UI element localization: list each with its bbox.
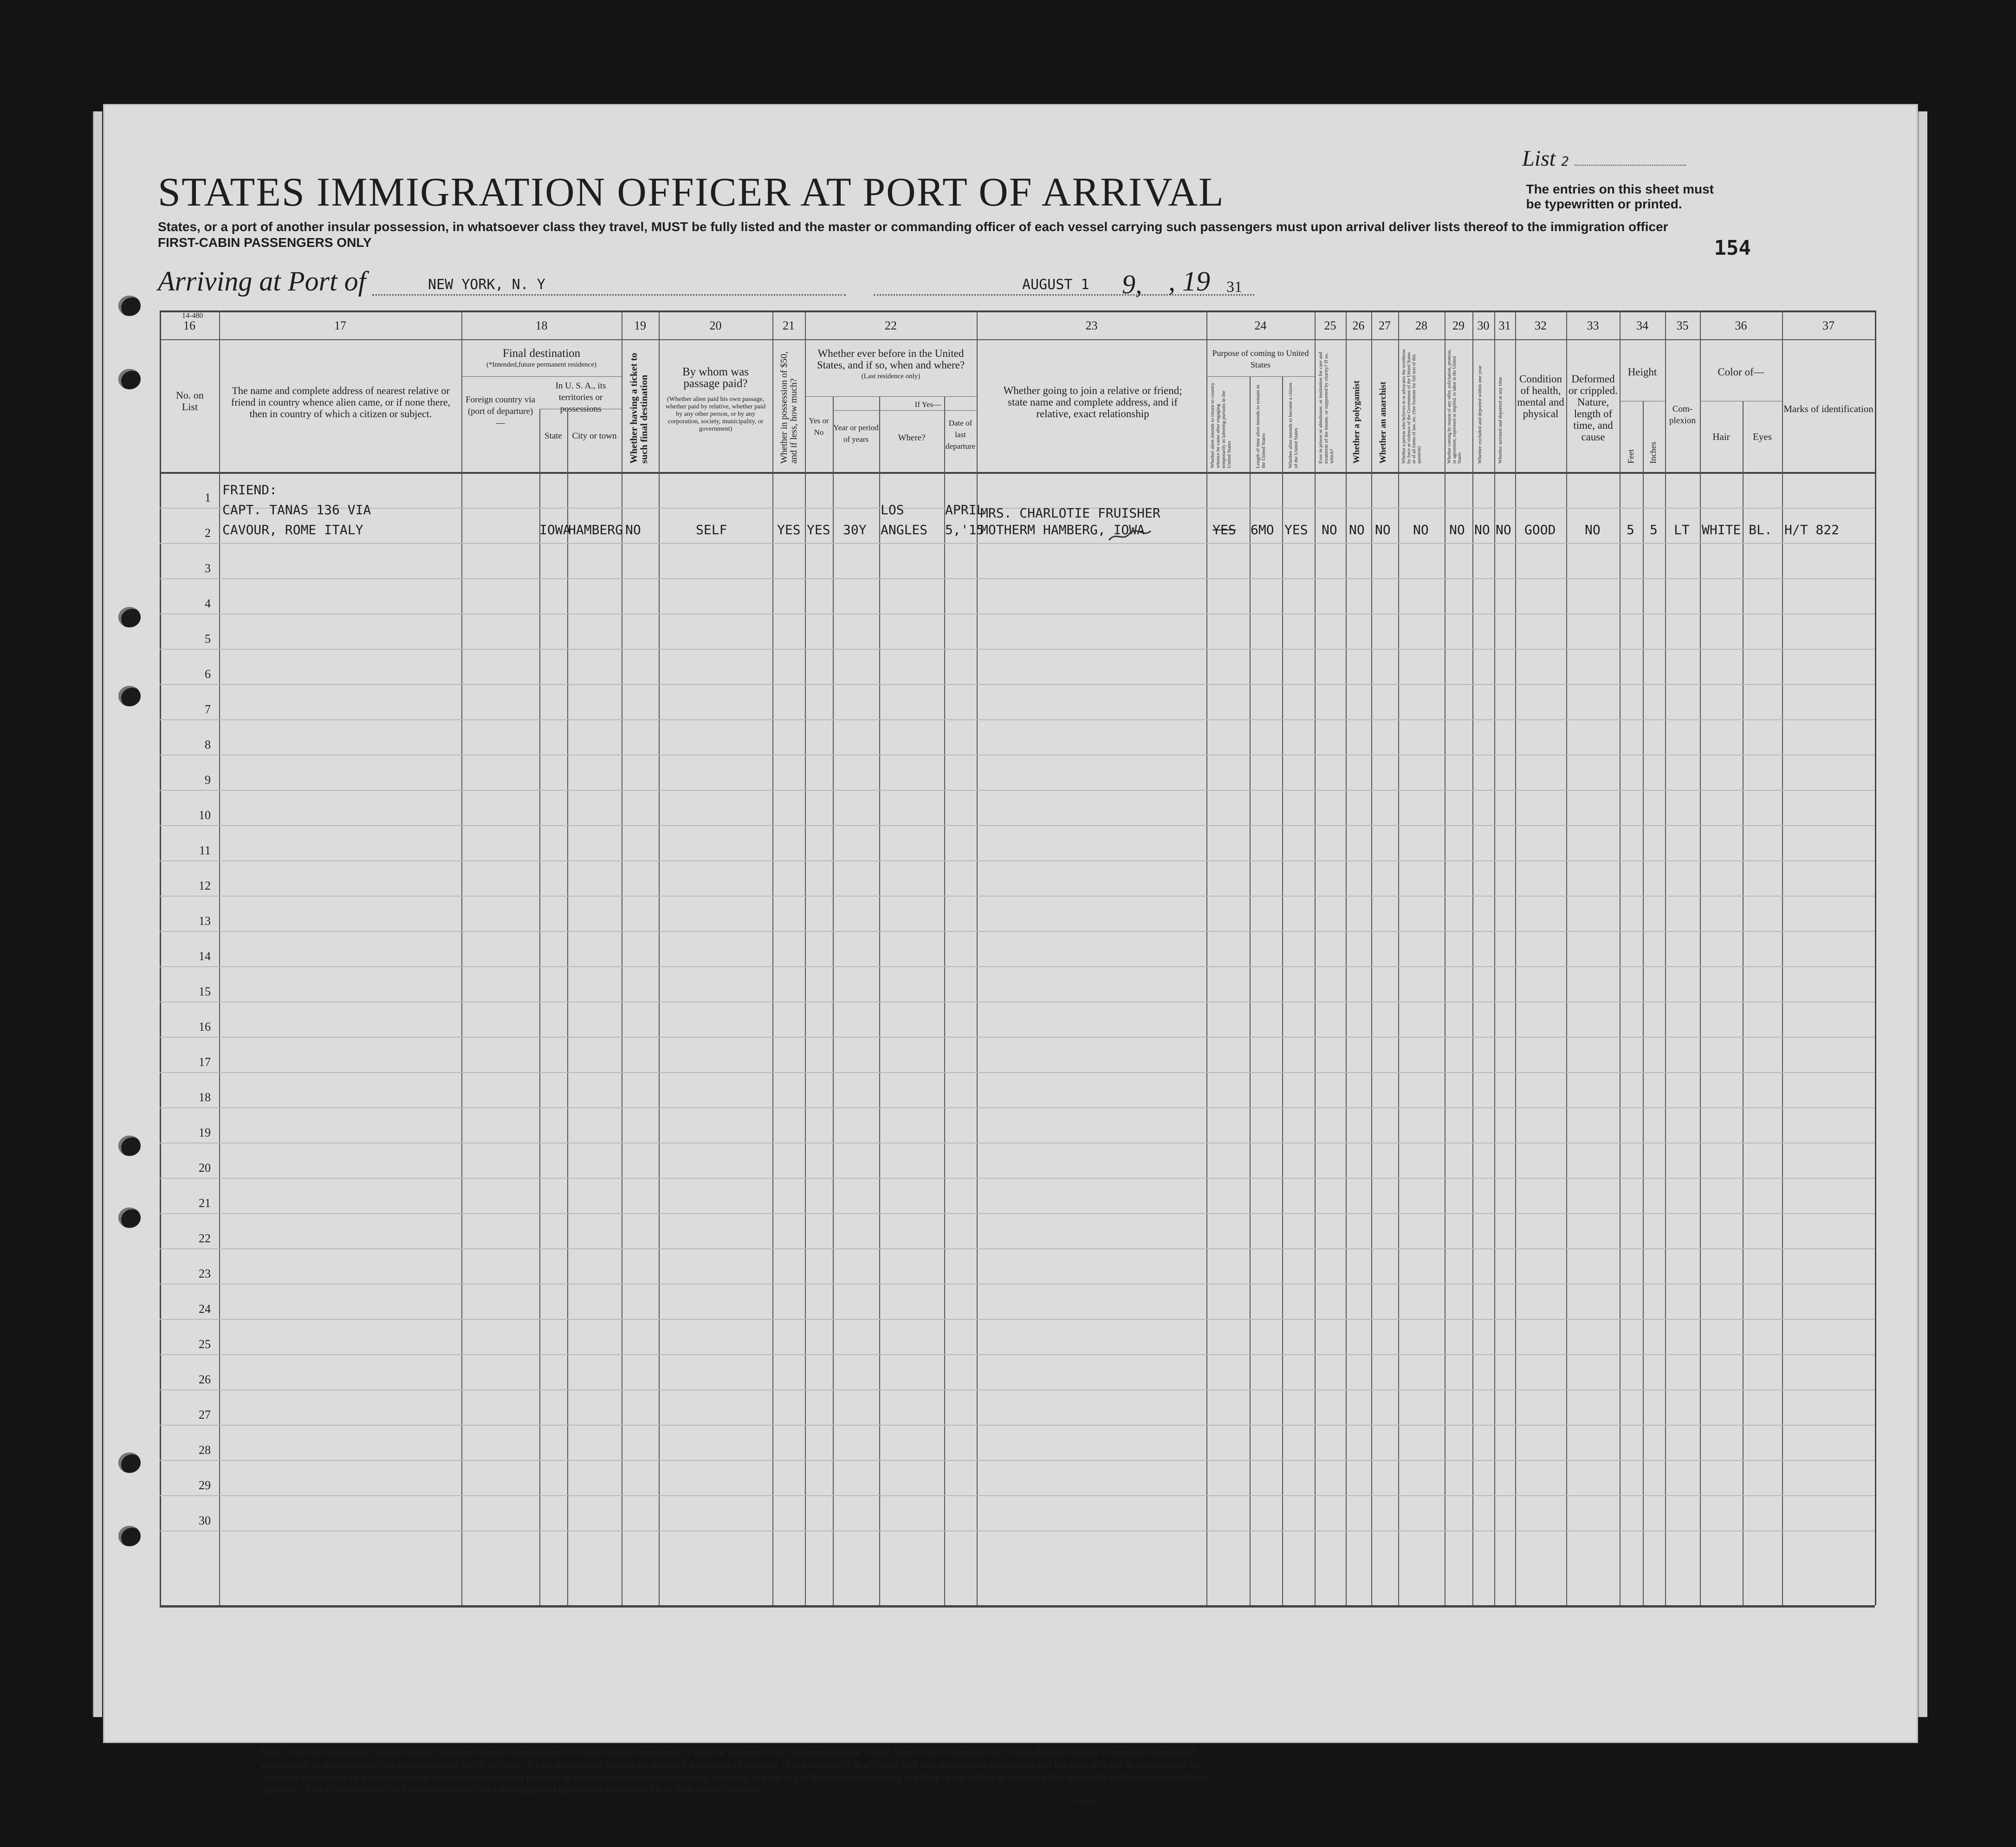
- row-number: 16: [199, 1020, 211, 1033]
- entry-before-date-1: APRIL: [945, 502, 985, 517]
- hdr-deformed: Deformed or crippled. Nature, length of time, and cause: [1568, 373, 1618, 443]
- row-rule: [160, 896, 1875, 897]
- hdr-passage-title: By whom was passage paid?: [682, 366, 749, 390]
- entry-before-where-2: ANGLES: [881, 522, 928, 537]
- col-num-32: 32: [1535, 319, 1547, 332]
- row-number: 26: [199, 1373, 211, 1386]
- typewritten-note-line-2: be typewritten or printed.: [1526, 197, 1682, 211]
- binder-hole: [118, 686, 141, 706]
- entry-hair-eyes: WHITE BL.: [1702, 522, 1772, 537]
- entry-fifty: YES: [777, 522, 801, 537]
- binder-hole: [118, 607, 141, 627]
- row-rule: [160, 543, 1875, 544]
- page-stack-edge-right: [1918, 111, 1927, 1717]
- hdr-eyes: Eyes: [1753, 431, 1772, 442]
- col-num-21: 21: [783, 319, 795, 332]
- hdr-where: Where?: [898, 433, 926, 443]
- hdr-height: Height: [1627, 366, 1657, 378]
- hdr-feet: Feet: [1626, 449, 1635, 464]
- row-number: 2: [205, 526, 211, 540]
- hdr-q28: Whether a person who believes in or advocates the overthrow by force or violence of the Government of the United States or of all forms of law, etc. (See footnote for full text of this question): [1401, 349, 1422, 464]
- entry-feet: 5: [1627, 522, 1634, 537]
- row-number: 28: [199, 1443, 211, 1457]
- col-num-25: 25: [1324, 319, 1336, 332]
- row-number: 4: [205, 597, 211, 610]
- year-prefix: , 19: [1168, 266, 1210, 297]
- col-num-19: 19: [634, 319, 646, 332]
- top-form-number: 14-480: [182, 312, 203, 320]
- row-number: 12: [199, 879, 211, 892]
- hdr-final-destination: [461, 348, 622, 371]
- row-rule: [160, 1389, 1875, 1390]
- row-rule: [160, 1213, 1875, 1214]
- entry-relative-line-2: CAVOUR, ROME ITALY: [222, 522, 363, 537]
- hdr-purpose-length: Length of time alien intends to remain in the United States: [1255, 385, 1266, 468]
- form-title: STATES IMMIGRATION OFFICER AT PORT OF ARRIVAL: [158, 170, 1225, 215]
- entry-anarchist: NO: [1375, 522, 1391, 537]
- row-number: 25: [199, 1337, 211, 1351]
- entry-q30: NO: [1474, 522, 1490, 537]
- entry-city: HAMBERG: [568, 522, 623, 537]
- row-rule: [160, 684, 1875, 685]
- subtitle-line-2: FIRST-CABIN PASSENGERS ONLY: [158, 235, 372, 250]
- hdr-city: City or town: [572, 431, 617, 441]
- arriving-line: [158, 265, 366, 297]
- row-rule: [160, 1001, 1875, 1002]
- binder-hole: [118, 296, 141, 316]
- hdr-passage: [663, 366, 768, 433]
- entry-citizen: YES: [1284, 522, 1308, 537]
- row-number: 21: [199, 1196, 211, 1210]
- row-rule: [160, 1248, 1875, 1249]
- hdr-hair: Hair: [1712, 431, 1730, 442]
- row-number: 29: [199, 1479, 211, 1492]
- hdr-before-us: [807, 348, 974, 382]
- row-rule: [160, 1319, 1875, 1320]
- entry-complexion: LT: [1674, 522, 1690, 537]
- hdr-fifty-dollars: Whether in possession of $50, and if less, how much?: [779, 351, 799, 464]
- row-number: 9: [205, 773, 211, 787]
- col-num-30: 30: [1477, 319, 1490, 332]
- entry-relative-line-0: FRIEND:: [222, 482, 278, 497]
- manifest-sheet: [103, 104, 1918, 1806]
- col-num-29: 29: [1452, 319, 1465, 332]
- row-rule: [160, 578, 1875, 579]
- hdr-anarchist: Whether an anarchist: [1378, 381, 1388, 464]
- hdr-purpose-return: Whether alien intends to return to country whence he came after engaging temporarily in laboring pursuits in the United States: [1210, 382, 1232, 468]
- list-label: List: [1522, 146, 1556, 171]
- row-rule: [160, 790, 1875, 791]
- hdr-purpose-citizen: Whether alien intends to become a citizen of the United States: [1288, 382, 1299, 468]
- binder-hole: [118, 1208, 141, 1228]
- hdr-yes-no: Yes or No: [809, 416, 829, 437]
- row-number: 24: [199, 1302, 211, 1316]
- row-rule: [160, 966, 1875, 967]
- col-num-20: 20: [709, 319, 722, 332]
- hdr-before-us-sub: (Last residence only): [861, 373, 920, 380]
- hdr-q30: Whether excluded and deported within one year: [1477, 365, 1483, 464]
- port-value: NEW YORK, N. Y: [428, 277, 545, 293]
- hdr-health: Condition of health, mental and physical: [1517, 373, 1564, 420]
- row-rule: [160, 1354, 1875, 1355]
- row-number: 3: [205, 562, 211, 575]
- row-rule: [160, 1425, 1875, 1426]
- hdr-before-us-title: Whether ever before in the United States, and if so, when and where?: [817, 348, 965, 371]
- entry-q31: NO: [1496, 522, 1511, 537]
- row-number: 11: [199, 844, 211, 857]
- row-number: 10: [199, 808, 211, 822]
- hdr-state: State: [545, 431, 562, 441]
- col-num-28: 28: [1415, 319, 1427, 332]
- row-number: 7: [205, 703, 211, 716]
- page-number: 154: [1714, 236, 1751, 260]
- col-num-16: 16: [183, 319, 195, 332]
- entry-paid-by: SELF: [696, 522, 727, 537]
- hdr-prison: Ever in prison or almshouse, or institution for care and treatment of the insane, or supported by charity? If so, which?: [1318, 352, 1335, 464]
- row-rule: [160, 1460, 1875, 1461]
- manifest-table: [160, 310, 1875, 1605]
- row-number: 8: [205, 738, 211, 751]
- row-number: 13: [199, 914, 211, 928]
- hdr-years: Year or period of years: [833, 423, 879, 444]
- form-subtitle: [158, 219, 1668, 251]
- entry-prison: NO: [1322, 522, 1337, 537]
- row-number: 30: [199, 1514, 211, 1527]
- hdr-foreign-country: Foreign country via (port of departure)—: [466, 395, 535, 428]
- hdr-inches: Inches: [1648, 442, 1658, 464]
- entry-state: IOWA: [539, 522, 571, 537]
- row-rule: [160, 1037, 1875, 1038]
- col-num-35: 35: [1676, 319, 1689, 332]
- hdr-final-destination-sub: (*Intended,future permanent residence): [486, 361, 596, 368]
- col-num-18: 18: [535, 319, 548, 332]
- entry-marks: H/T 822: [1784, 522, 1840, 537]
- col-num-26: 26: [1352, 319, 1365, 332]
- col-num-33: 33: [1587, 319, 1599, 332]
- hdr-last-departure: Date of last departure: [945, 419, 976, 451]
- entry-return: YES: [1212, 522, 1236, 537]
- entry-health: GOOD: [1524, 522, 1556, 537]
- hdr-q31: Whether arrested and deported at any time: [1497, 377, 1503, 464]
- entry-before-yesno: YES: [807, 522, 830, 537]
- hdr-ticket: Whether having a ticket to such final destination: [628, 353, 649, 464]
- entry-joining-2: MOTHERM HAMBERG, IOWA: [980, 522, 1145, 537]
- entry-polygamist: NO: [1349, 522, 1365, 537]
- row-rule: [160, 1284, 1875, 1285]
- row-number: 22: [199, 1232, 211, 1245]
- row-number: 5: [205, 632, 211, 646]
- binder-hole: [118, 369, 141, 389]
- hdr-q29: Whether coming by reason of any offer, solicitation, promise, or agreement, expressed or implied, to labor in the United States: [1447, 349, 1462, 464]
- row-number: 19: [199, 1126, 211, 1139]
- col-num-17: 17: [334, 319, 346, 332]
- entry-deformed: NO: [1585, 522, 1601, 537]
- row-rule: [160, 1495, 1875, 1496]
- col-num-31: 31: [1498, 319, 1511, 332]
- entry-before-date-2: 5,'15: [945, 522, 985, 537]
- typewritten-note: [1526, 182, 1714, 212]
- entry-before-where-1: LOS: [881, 502, 904, 517]
- hdr-marks: Marks of identification: [1783, 403, 1873, 414]
- row-number: 14: [199, 949, 211, 963]
- row-rule: [160, 825, 1875, 826]
- list-label-block: [1522, 146, 1686, 171]
- arriving-label: Arriving at Port of: [158, 266, 366, 297]
- row-rule: [160, 1072, 1875, 1073]
- hdr-if-yes: If Yes—: [914, 400, 941, 409]
- binder-hole: [118, 1136, 141, 1156]
- hdr-no-on-list: No. on List: [176, 389, 204, 413]
- col-num-37: 37: [1822, 319, 1834, 332]
- entry-q29: NO: [1449, 522, 1465, 537]
- binder-hole: [118, 1526, 141, 1546]
- date-value: AUGUST 1: [1022, 277, 1089, 293]
- typewritten-note-line-1: The entries on this sheet must: [1526, 182, 1714, 196]
- entry-inches: 5: [1650, 522, 1658, 537]
- col-num-23: 23: [1085, 319, 1098, 332]
- row-rule: [160, 1107, 1875, 1108]
- page-stack-edge-left: [93, 111, 102, 1717]
- row-number: 6: [205, 667, 211, 681]
- row-rule: [160, 755, 1875, 756]
- hdr-polygamist: Whether a polygamist: [1352, 380, 1361, 464]
- row-rule: [160, 860, 1875, 861]
- date-handwritten-day: 9,: [1122, 269, 1142, 299]
- row-number: 27: [199, 1408, 211, 1421]
- hdr-final-destination-title: Final destination: [502, 347, 581, 360]
- col-num-36: 36: [1735, 319, 1747, 332]
- row-rule: [160, 1178, 1875, 1179]
- entry-q28: NO: [1413, 522, 1429, 537]
- hdr-color: Color of—: [1718, 366, 1764, 378]
- hdr-usa: In U. S. A., its territories or possessions: [555, 381, 606, 414]
- col-num-27: 27: [1379, 319, 1391, 332]
- year-suffix: 31: [1226, 278, 1242, 296]
- entry-joining-1: MRS. CHARLOTIE FRUISHER: [980, 505, 1160, 521]
- entry-length: 6MO: [1251, 522, 1274, 537]
- row-rule: [160, 719, 1875, 720]
- hdr-passage-sub: (Whether alien paid his own passage, whether paid by relative, whether paid by any other person, or by any corporation, society, municipality, or government): [665, 396, 766, 433]
- hdr-joining: Whether going to join a relative or friend; state name and complete address, and if relative, exact relationship: [1003, 385, 1182, 420]
- row-number: 15: [199, 985, 211, 998]
- footer-form-number: 14—480: [1069, 1798, 1095, 1806]
- row-number: 18: [199, 1091, 211, 1104]
- entry-before-years: 30Y: [843, 522, 867, 537]
- row-number: 1: [205, 491, 211, 504]
- row-rule: [160, 931, 1875, 932]
- row-number: 23: [199, 1267, 211, 1280]
- row-rule: [160, 649, 1875, 650]
- handwritten-tick-mark: [1107, 526, 1153, 545]
- footnote-q28: Note.—Full text of question 28 is as follows: Whether a person who believes in or advocates the overthrow by force or violence of the Government of the United States or of all forms of law, or who disbelieves in or is opposed to organized government, or who advocates the assassination of public officials, or who advocates or teaches the unlawful destruction of property, or is a member of or affiliated with any organization entertaining and teaching disbelief in or opposition to organized government or which teaches the unlawful destruction of property, or who advocates or teaches the duty, necessity, or propriety of the unlawful assaulting or killing of any officer or officers, either of specific individuals or of officers generally, of the Government of the United States or of any other organized government because of his or their official character.: [261, 1746, 1207, 1795]
- col-num-34: 34: [1636, 319, 1648, 332]
- hdr-purpose: Purpose of coming to United States: [1212, 349, 1309, 369]
- hdr-complexion: Com-plexion: [1669, 404, 1696, 426]
- list-number: 2: [1561, 154, 1569, 169]
- col-num-24: 24: [1254, 319, 1267, 332]
- binder-hole: [118, 1453, 141, 1473]
- col-num-22: 22: [885, 319, 897, 332]
- entry-relative-line-1: CAPT. TANAS 136 VIA: [222, 502, 371, 517]
- row-number: 17: [199, 1055, 211, 1069]
- entry-ticket: NO: [625, 522, 641, 537]
- hdr-nearest-relative: The name and complete address of nearest relative or friend in country whence alien came, or if none there, then in country of which a citizen or subject.: [231, 385, 451, 420]
- row-number: 20: [199, 1161, 211, 1175]
- subtitle-line-1: States, or a port of another insular possession, in whatsoever class they travel, MUST be fully listed and the master or commanding officer of each vessel carrying such passengers must upon arrival deliver lists thereof to the immigration officer: [158, 220, 1668, 234]
